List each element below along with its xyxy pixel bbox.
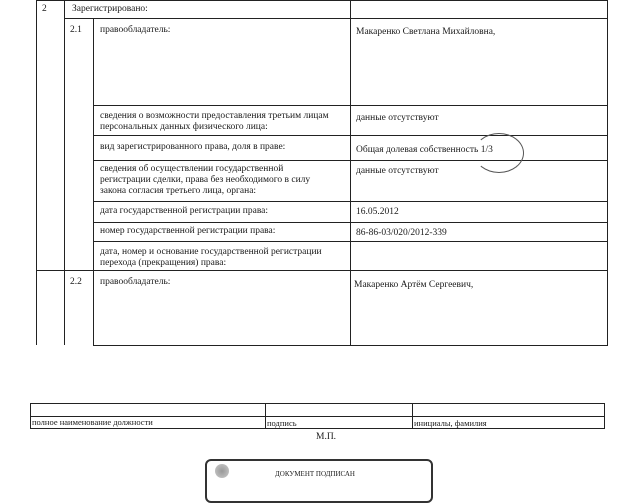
field-label: регистрации сделки, права без необходимого в силу (100, 175, 311, 185)
row-line (93, 222, 608, 223)
field-label: закона согласия третьего лица, органа: (100, 186, 257, 196)
sig-line (30, 403, 31, 429)
field-label: дата, номер и основание государственной регистрации (100, 247, 322, 257)
row-line (93, 160, 608, 161)
section-title: Зарегистрировано: (72, 4, 148, 14)
field-value: Общая долевая собственность 1/3 (356, 145, 493, 155)
field-value: 86-86-03/020/2012-339 (356, 228, 447, 238)
sig-line (265, 403, 266, 429)
field-value: данные отсутствуют (356, 113, 439, 123)
handwritten-circle (474, 133, 524, 173)
field-label: сведения о возможности предоставления третьим лицам (100, 111, 329, 121)
field-value: 16.05.2012 (356, 207, 399, 217)
field-value: данные отсутствуют (356, 166, 439, 176)
row-line (36, 0, 608, 1)
field-label: правообладатель: (100, 25, 171, 35)
field-label: вид зарегистрированного права, доля в праве: (100, 142, 286, 152)
table-border-num (64, 0, 65, 345)
name-label: инициалы, фамилия (414, 418, 487, 428)
row-line (36, 270, 608, 271)
signature-label: подпись (267, 418, 297, 428)
field-value: Макаренко Светлана Михайловна, (356, 27, 496, 37)
row-line (64, 18, 608, 19)
row-line (93, 135, 608, 136)
row-line (93, 241, 608, 242)
table-border-right (607, 0, 608, 345)
field-label: дата государственной регистрации права: (100, 206, 269, 216)
entry-number: 2.2 (70, 277, 82, 287)
row-line (93, 345, 608, 346)
emblem-icon (215, 464, 229, 478)
row-line (93, 105, 608, 106)
digital-signature-stamp (205, 459, 433, 503)
field-label: перехода (прекращения) права: (100, 258, 227, 268)
table-border-left (36, 0, 37, 345)
row-line (93, 201, 608, 202)
field-label: правообладатель: (100, 277, 171, 287)
sig-line (30, 403, 605, 404)
field-label: персональных данных физического лица: (100, 122, 268, 132)
sig-line (412, 403, 413, 429)
section-number: 2 (42, 4, 47, 14)
entry-number: 2.1 (70, 25, 82, 35)
field-value: Макаренко Артём Сергеевич, (354, 280, 474, 290)
table-border-sub (93, 18, 94, 345)
position-label: полное наименование должности (32, 417, 153, 427)
table-border-mid (350, 0, 351, 345)
sig-line (604, 403, 605, 429)
seal-place: М.П. (316, 432, 337, 442)
sig-line (30, 428, 605, 429)
field-label: номер государственной регистрации права: (100, 226, 276, 236)
field-label: сведения об осуществлении государственной (100, 164, 284, 174)
stamp-text: ДОКУМЕНТ ПОДПИСАН (275, 470, 355, 478)
